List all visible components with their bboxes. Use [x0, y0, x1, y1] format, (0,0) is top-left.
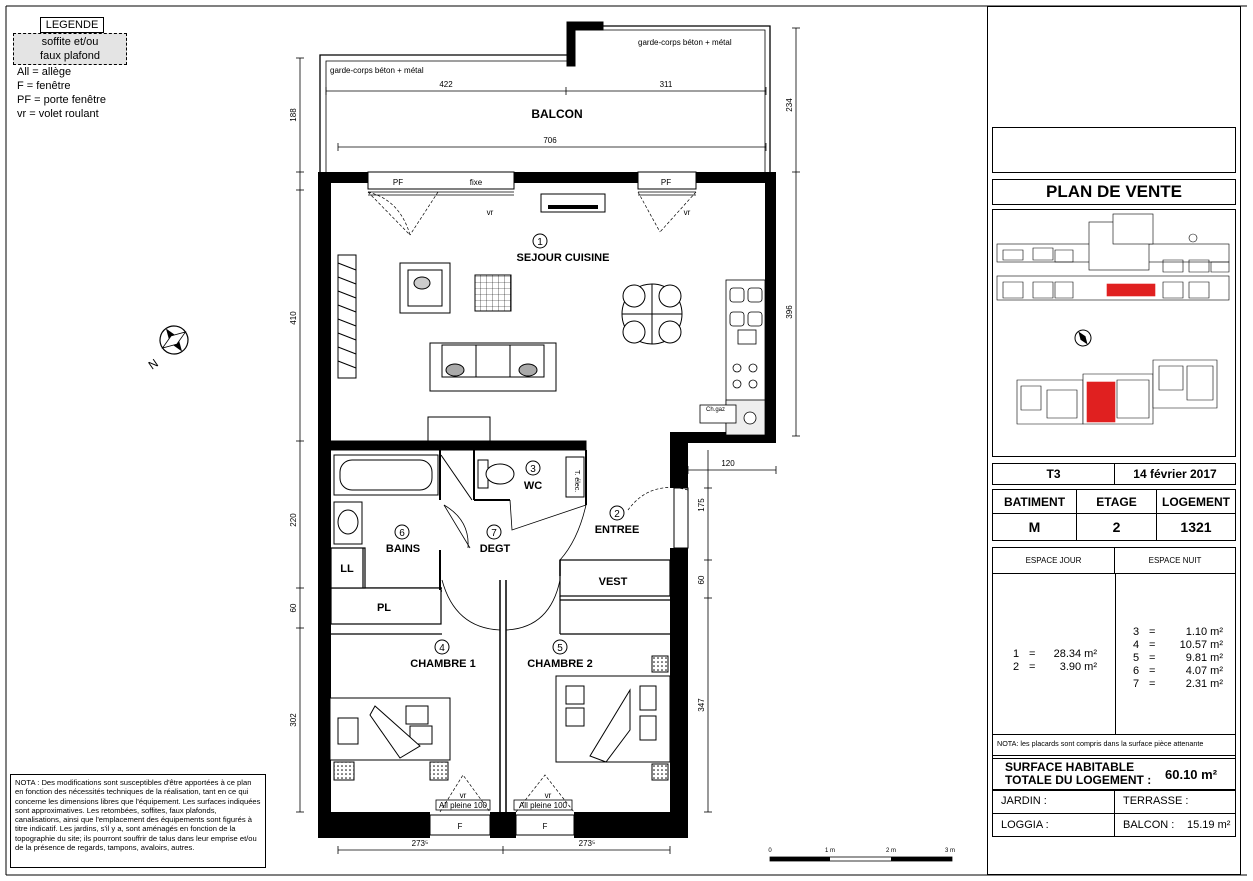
surfaces-table: [992, 547, 1236, 759]
bed-chambre-2: [556, 656, 670, 780]
garde-corps-right-label: garde-corps béton + métal: [638, 38, 732, 47]
scale-2m: 2 m: [885, 848, 897, 854]
location-key-plans: [992, 209, 1236, 457]
total-surface-box: [992, 755, 1236, 791]
type-date-row: [992, 463, 1236, 485]
dim-396: 396: [785, 305, 794, 319]
allege-ch1: All pleine 100: [438, 801, 488, 810]
tv-unit: [541, 194, 605, 212]
legend-box-line2: faux plafond: [40, 50, 100, 62]
room-6-name: BAINS: [385, 543, 421, 555]
vr-label-ch1: vr: [459, 791, 467, 800]
dim-273-left: 273⁵: [411, 839, 429, 848]
nuit-surfaces: [1133, 626, 1223, 691]
jour-row: 1 = 28.34 m²: [1013, 648, 1097, 660]
placards-note: NOTA: les placards sont compris dans la surface pièce attenante: [997, 739, 1204, 748]
legend-item: All = allège: [17, 66, 72, 78]
compass-icon: [155, 321, 194, 360]
disclaimer-note: NOTA : Des modifications sont susceptibles d'être apportées à ce plan en fonction des nécessités techniques de la réalisation, tant en ce qui concerne les dimensions libres que l'équipement. Les surfaces indiquées sont approximatives. Les retombées, soffites, faux plafonds, canalisations, ainsi que l'emplacement des équipements sont figurés à titre indicatif. Les jardins, s'il y a, sont aménagés en fonction de la topographie du site; ils pourront souffrir de talus dans leur emprise et/ou de la présence de regards, tampons, avaloirs, autres.: [10, 774, 266, 868]
window-pf-left: PF: [392, 178, 404, 187]
t-elec-label: T. élec.: [573, 470, 580, 493]
bath-sink: [334, 502, 362, 544]
surface-value: 60.10 m²: [1165, 767, 1218, 782]
bookshelf: [338, 255, 356, 378]
site-plan: [997, 214, 1229, 300]
pl-label: PL: [376, 602, 392, 614]
shower-panel: [441, 455, 472, 500]
ll-label: LL: [340, 563, 354, 575]
room-7-num: 7: [491, 528, 497, 539]
value-batiment: M: [993, 514, 1077, 540]
nuit-row: 3 = 1.10 m²: [1133, 626, 1223, 638]
dining-table: [622, 284, 682, 344]
armchair: [400, 263, 450, 313]
surface-label-1: SURFACE HABITABLE: [1005, 760, 1135, 774]
garde-corps-left-label: garde-corps béton + métal: [330, 66, 424, 75]
dim-220: 220: [289, 513, 298, 527]
key-compass-icon: [1072, 327, 1094, 349]
scale-bar: [770, 857, 952, 861]
vr-label-left: vr: [486, 208, 494, 217]
nuit-row: 5 = 9.81 m²: [1133, 652, 1223, 664]
header-etage: ETAGE: [1077, 490, 1157, 514]
window-pf-right: PF: [660, 178, 672, 187]
room-3-num: 3: [530, 464, 536, 475]
room-5-num: 5: [557, 643, 563, 654]
legend-title: LEGENDE: [40, 17, 104, 33]
dim-188: 188: [289, 108, 298, 122]
nuit-row: 4 = 10.57 m²: [1133, 639, 1223, 651]
terrasse-label: TERRASSE :: [1123, 795, 1189, 807]
dim-60-left: 60: [289, 603, 298, 613]
room-3-name: WC: [523, 480, 543, 492]
info-panel: [987, 6, 1241, 875]
compass-n-label: N: [145, 356, 161, 373]
legend-item: vr = volet roulant: [17, 108, 99, 120]
desk: [428, 417, 490, 441]
jour-row: 2 = 3.90 m²: [1013, 661, 1097, 673]
loggia-label: LOGGIA :: [1001, 819, 1049, 831]
plan-title: PLAN DE VENTE: [992, 179, 1236, 205]
dim-347: 347: [697, 698, 706, 712]
room-2-name: ENTREE: [594, 524, 640, 536]
coffee-table: [475, 275, 511, 311]
room-2-num: 2: [614, 509, 620, 520]
dim-120: 120: [721, 459, 735, 468]
dim-422: 422: [439, 80, 453, 89]
dim-311: 311: [659, 80, 673, 89]
scale-1m: 1 m: [824, 848, 836, 854]
dim-175: 175: [697, 498, 706, 512]
header-logement: LOGEMENT: [1157, 490, 1235, 514]
balcony-label: BALCON: [531, 107, 583, 121]
room-1-name: SEJOUR CUISINE: [516, 252, 610, 264]
surface-label-2: TOTALE DU LOGEMENT :: [1005, 773, 1152, 787]
apartment-type: T3: [993, 464, 1115, 484]
dim-706: 706: [543, 136, 557, 145]
balcon-surface-value: 15.19 m²: [1187, 819, 1231, 831]
dim-410: 410: [289, 311, 298, 325]
dim-60-right: 60: [697, 575, 706, 585]
bathtub: [334, 455, 438, 495]
nuit-row: 6 = 4.07 m²: [1133, 665, 1223, 677]
bed-chambre-1: [330, 698, 450, 780]
window-fixe: fixe: [469, 178, 483, 187]
allege-ch2: All pleine 100: [518, 801, 568, 810]
room-5-name: CHAMBRE 2: [527, 658, 593, 670]
balcon-surface-label: BALCON :: [1123, 819, 1175, 831]
window-f-right: F: [542, 822, 548, 831]
jour-surfaces: [1013, 648, 1097, 674]
header-batiment: BATIMENT: [993, 490, 1077, 514]
room-4-num: 4: [439, 643, 445, 654]
building-plan: [1017, 360, 1217, 424]
legend-box-line1: soffite et/ou: [41, 36, 99, 48]
header-empty-box: [992, 127, 1236, 173]
vr-label-ch2: vr: [544, 791, 552, 800]
window-f-left: F: [457, 822, 463, 831]
legend-item: F = fenêtre: [17, 80, 71, 92]
espace-jour-header: ESPACE JOUR: [993, 548, 1115, 574]
ch-gaz-label: Ch.gaz: [706, 407, 726, 413]
legend: [13, 17, 128, 121]
building-info-table: [992, 489, 1236, 541]
room-4-name: CHAMBRE 1: [410, 658, 476, 670]
dim-302: 302: [289, 713, 298, 727]
room-1-num: 1: [537, 237, 543, 248]
legend-soffite-box: [13, 33, 127, 65]
room-7-name: DEGT: [479, 543, 511, 555]
nuit-row: 7 = 2.31 m²: [1133, 678, 1223, 690]
sofa: [430, 343, 556, 391]
espace-nuit-header: ESPACE NUIT: [1115, 548, 1235, 574]
outdoor-surfaces: [992, 789, 1236, 837]
dim-234: 234: [785, 98, 794, 112]
room-6-num: 6: [399, 528, 405, 539]
value-etage: 2: [1077, 514, 1157, 540]
dim-273-right: 273⁵: [578, 839, 596, 848]
value-logement: 1321: [1180, 519, 1212, 535]
scale-3m: 3 m: [944, 848, 956, 854]
toilet: [478, 460, 514, 488]
vr-label-right: vr: [683, 208, 691, 217]
plan-date: 14 février 2017: [1133, 467, 1217, 481]
jardin-label: JARDIN :: [1001, 795, 1047, 807]
legend-item: PF = porte fenêtre: [17, 94, 106, 106]
vest-label: VEST: [598, 576, 628, 588]
scale-0: 0: [768, 848, 772, 854]
